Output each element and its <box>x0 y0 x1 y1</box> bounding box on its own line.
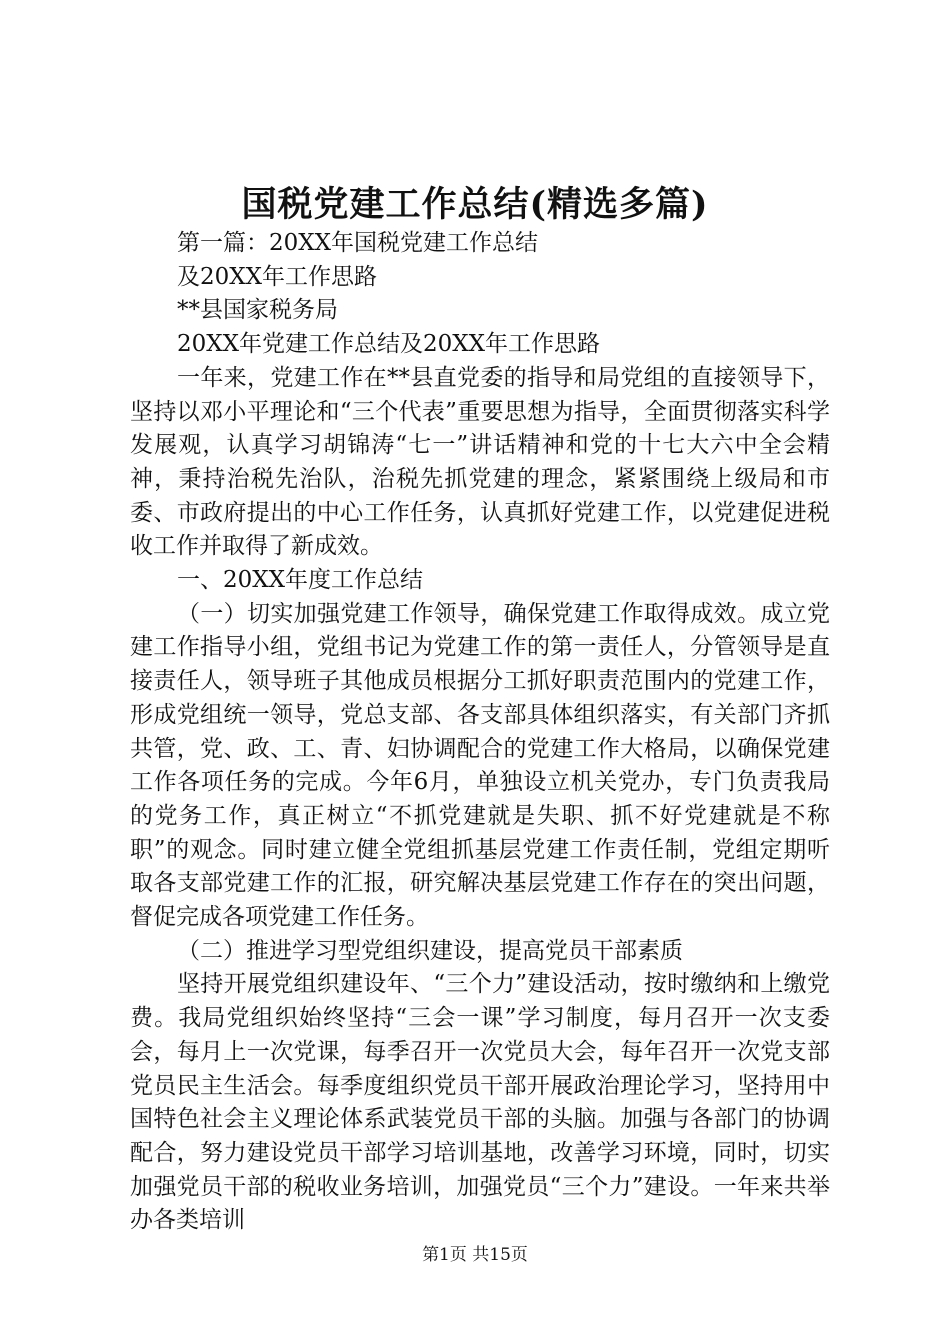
paragraph: 20XX年党建工作总结及20XX年工作思路 <box>177 331 601 358</box>
paragraph: （一）切实加强党建工作领导，确保党建工作取得成效。成立党建工作指导小组，党组书记为党建工作的第一责任人，分管领导是直接责任人，领导班子其他成员根据分工抓好职责范围内的党建工作，形成党组统一领导，党总支部、各支部具体组织落实，有关部门齐抓共管，党、政、工、青、妇协调配合的党建工作大格局，以确保党建工作各项任务的完成。今年6月，单独设立机关党办，专门负责我局的党务工作，真正树立“不抓党建就是失职、抓不好党建就是不称职”的观念。同时建立健全党组抓基层党建工作责任制，党组定期听取各支部党建工作的汇报，研究解决基层党建工作存在的突出问题，督促完成各项党建工作任务。 <box>130 600 830 931</box>
section-heading: （二）推进学习型党组织建设，提高党员干部素质 <box>177 937 683 964</box>
page-footer: 第1页 共15页 <box>422 1245 528 1265</box>
paragraph: 第一篇：20XX年国税党建工作总结 <box>177 230 539 256</box>
section-heading: 一、20XX年度工作总结 <box>177 567 424 594</box>
paragraph: 坚持开展党组织建设年、“三个力”建设活动，按时缴纳和上缴党费。我局党组织始终坚持“三会一课”学习制度，每月召开一次支委会，每月上一次党课，每季召开一次党员大会，每年召开一次党支部党员民主生活会。每季度组织党员干部开展政治理论学习，坚持用中国特色社会主义理论体系武装党员干部的头脑。加强与各部门的协调配合，努力建设党员干部学习培训基地，改善学习环境，同时，切实加强党员干部的税收业务培训，加强党员“三个力”建设。一年来共举办各类培训 <box>130 971 830 1234</box>
document-title: 国税党建工作总结(精选多篇) <box>241 184 709 225</box>
paragraph: **县国家税务局 <box>177 297 338 324</box>
paragraph: 一年来，党建工作在**县直党委的指导和局党组的直接领导下，坚持以邓小平理论和“三个代表”重要思想为指导，全面贯彻落实科学发展观，认真学习胡锦涛“七一”讲话精神和党的十七大六中全会精神，秉持治税先治队，治税先抓党建的理念，紧紧围绕上级局和市委、市政府提出的中心工作任务，认真抓好党建工作，以党建促进税收工作并取得了新成效。 <box>130 364 830 560</box>
document-body <box>130 227 830 1238</box>
paragraph: 及20XX年工作思路 <box>177 263 378 290</box>
